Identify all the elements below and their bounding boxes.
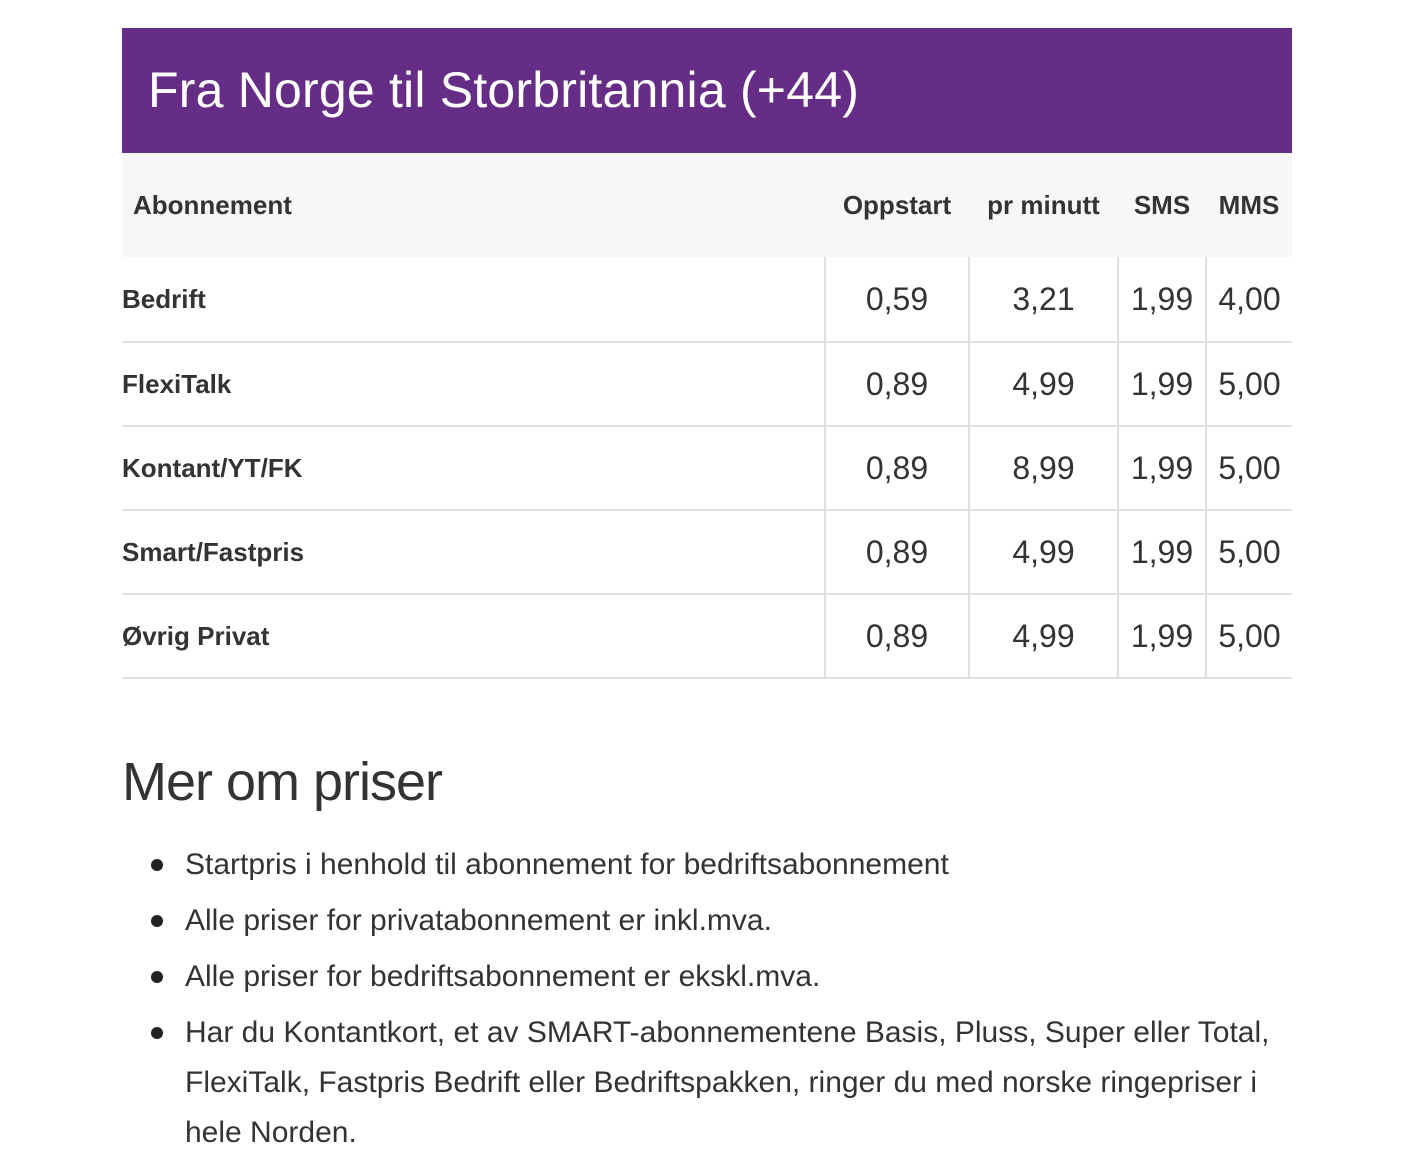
subscription-name: Øvrig Privat bbox=[122, 594, 825, 678]
sms-value: 1,99 bbox=[1118, 594, 1206, 678]
mms-value: 5,00 bbox=[1206, 594, 1292, 678]
subscription-name: Kontant/YT/FK bbox=[122, 426, 825, 510]
table-row bbox=[122, 257, 1292, 342]
pr-minutt-value: 8,99 bbox=[969, 426, 1118, 510]
mms-value: 5,00 bbox=[1206, 426, 1292, 510]
subscription-name: Bedrift bbox=[122, 257, 825, 342]
pr-minutt-value: 4,99 bbox=[969, 594, 1118, 678]
rates-table bbox=[122, 153, 1292, 679]
list-item bbox=[185, 840, 1292, 890]
subscription-name: FlexiTalk bbox=[122, 342, 825, 426]
subscription-name: Smart/Fastpris bbox=[122, 510, 825, 594]
bullet-icon bbox=[151, 859, 163, 871]
sms-value: 1,99 bbox=[1118, 510, 1206, 594]
price-notes-list bbox=[122, 840, 1292, 1158]
country-banner bbox=[122, 28, 1292, 153]
table-row bbox=[122, 510, 1292, 594]
column-header-mms: MMS bbox=[1218, 189, 1280, 220]
oppstart-value: 0,89 bbox=[825, 342, 969, 426]
bullet-icon bbox=[151, 915, 163, 927]
mms-value: 4,00 bbox=[1206, 257, 1292, 342]
table-row bbox=[122, 342, 1292, 426]
sms-value: 1,99 bbox=[1118, 257, 1206, 342]
list-item bbox=[185, 952, 1292, 1002]
sms-value: 1,99 bbox=[1118, 342, 1206, 426]
table-row bbox=[122, 594, 1292, 678]
oppstart-value: 0,59 bbox=[825, 257, 969, 342]
column-header-oppstart: Oppstart bbox=[842, 189, 952, 220]
list-item bbox=[185, 1008, 1292, 1158]
column-header-sms: SMS bbox=[1133, 189, 1191, 220]
sms-value: 1,99 bbox=[1118, 426, 1206, 510]
column-header-abonnement: Abonnement bbox=[133, 189, 292, 220]
list-item-text: Alle priser for privatabonnement er inkl.mva. bbox=[185, 904, 772, 937]
oppstart-value: 0,89 bbox=[825, 594, 969, 678]
table-header-row bbox=[122, 153, 1292, 257]
mms-value: 5,00 bbox=[1206, 342, 1292, 426]
pr-minutt-value: 3,21 bbox=[969, 257, 1118, 342]
table-row bbox=[122, 426, 1292, 510]
oppstart-value: 0,89 bbox=[825, 426, 969, 510]
banner-title: Fra Norge til Storbritannia (+44) bbox=[148, 61, 860, 118]
oppstart-value: 0,89 bbox=[825, 510, 969, 594]
section-heading: Mer om priser bbox=[122, 752, 443, 812]
list-item-text: Alle priser for bedriftsabonnement er ekskl.mva. bbox=[185, 960, 821, 993]
bullet-icon bbox=[151, 1027, 163, 1039]
more-about-prices-section bbox=[122, 750, 1292, 1164]
pr-minutt-value: 4,99 bbox=[969, 342, 1118, 426]
rates-section bbox=[122, 28, 1292, 679]
list-item-text: Startpris i henhold til abonnement for bedriftsabonnement bbox=[185, 848, 949, 881]
column-header-pr-minutt: pr minutt bbox=[987, 189, 1100, 220]
bullet-icon bbox=[151, 971, 163, 983]
pr-minutt-value: 4,99 bbox=[969, 510, 1118, 594]
list-item bbox=[185, 896, 1292, 946]
mms-value: 5,00 bbox=[1206, 510, 1292, 594]
list-item-text: Har du Kontantkort, et av SMART-abonnementene Basis, Pluss, Super eller Total, FlexiTalk, Fastpris Bedrift eller Bedriftspakken, ringer du med norske ringepriser i hele Norden. bbox=[185, 1016, 1270, 1149]
